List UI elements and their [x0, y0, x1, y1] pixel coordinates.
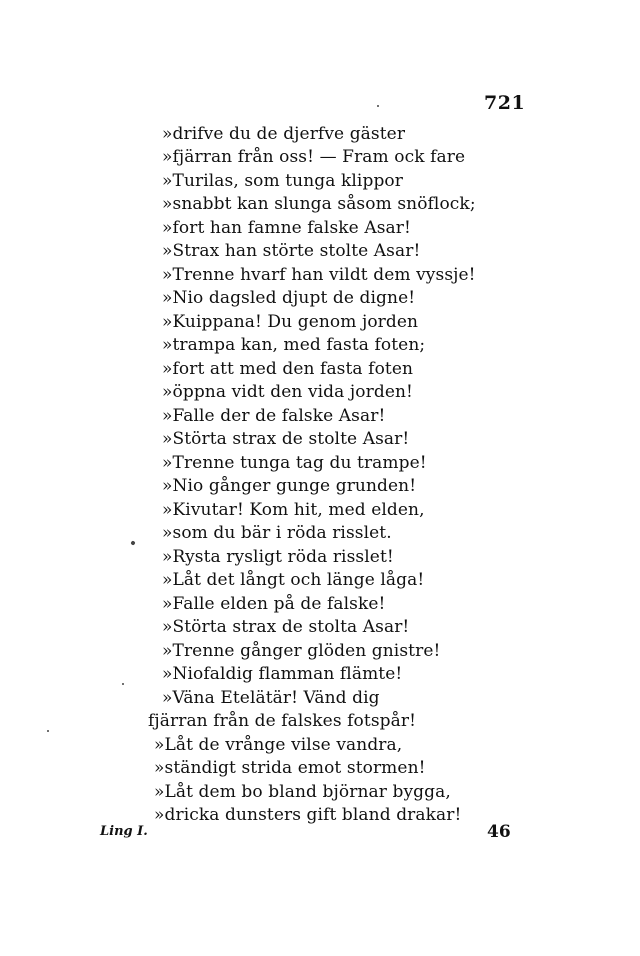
ink-speck: [130, 540, 136, 546]
poem-line: »snabbt kan slunga såsom snöflock;: [162, 194, 476, 214]
poem-line: »Nio gånger gunge grunden!: [162, 476, 417, 496]
poem-line: »Trenne gånger glöden gnistre!: [162, 641, 441, 661]
poem-line: »trampa kan, med fasta foten;: [162, 335, 426, 355]
poem-line: »Nio dagsled djupt de digne!: [162, 288, 416, 308]
poem-line: »Turilas, som tunga klippor: [162, 171, 403, 191]
poem-line: »fort att med den fasta foten: [162, 359, 414, 379]
poem-line: »drifve du de djerfve gäster: [162, 124, 406, 144]
ink-speck: [47, 730, 49, 732]
poem-line: »Falle elden på de falske!: [162, 594, 386, 614]
poem-line: »Trenne tunga tag du trampe!: [162, 453, 427, 473]
poem-line: fjärran från de falskes fotspår!: [148, 711, 417, 731]
poem-line: »Falle der de falske Asar!: [162, 406, 386, 426]
ink-speck: [122, 683, 124, 685]
poem-line: »dricka dunsters gift bland drakar!: [154, 805, 462, 825]
poem-line: »Låt det långt och länge låga!: [162, 570, 425, 590]
poem-line: »Niofaldig flamman flämte!: [162, 664, 403, 684]
poem-line: »Väna Etelätär! Vänd dig: [162, 688, 380, 708]
poem-line: »Låt de vrånge vilse vandra,: [154, 735, 403, 755]
poem-line: »ständigt strida emot stormen!: [154, 758, 426, 778]
poem-line: »Rysta rysligt röda risslet!: [162, 547, 394, 567]
footer-signature: Ling I.: [100, 824, 148, 839]
page-number: 721: [484, 92, 526, 114]
poem-line: »som du bär i röda risslet.: [162, 523, 392, 543]
poem-line: »Låt dem bo bland björnar bygga,: [154, 782, 451, 802]
footer-sheet-number: 46: [487, 822, 511, 842]
ink-speck: [377, 105, 379, 107]
poem-line: »Störta strax de stolte Asar!: [162, 429, 410, 449]
poem-line: »fort han famne falske Asar!: [162, 218, 411, 238]
poem-line: »öppna vidt den vida jorden!: [162, 382, 413, 402]
poem-line: »Strax han störte stolte Asar!: [162, 241, 421, 261]
poem-line: »Störta strax de stolta Asar!: [162, 617, 410, 637]
poem-line: »Trenne hvarf han vildt dem vyssje!: [162, 265, 476, 285]
poem-line: »Kuippana! Du genom jorden: [162, 312, 419, 332]
poem-line: »Kivutar! Kom hit, med elden,: [162, 500, 425, 520]
poem-line: »fjärran från oss! — Fram ock fare: [162, 147, 466, 167]
